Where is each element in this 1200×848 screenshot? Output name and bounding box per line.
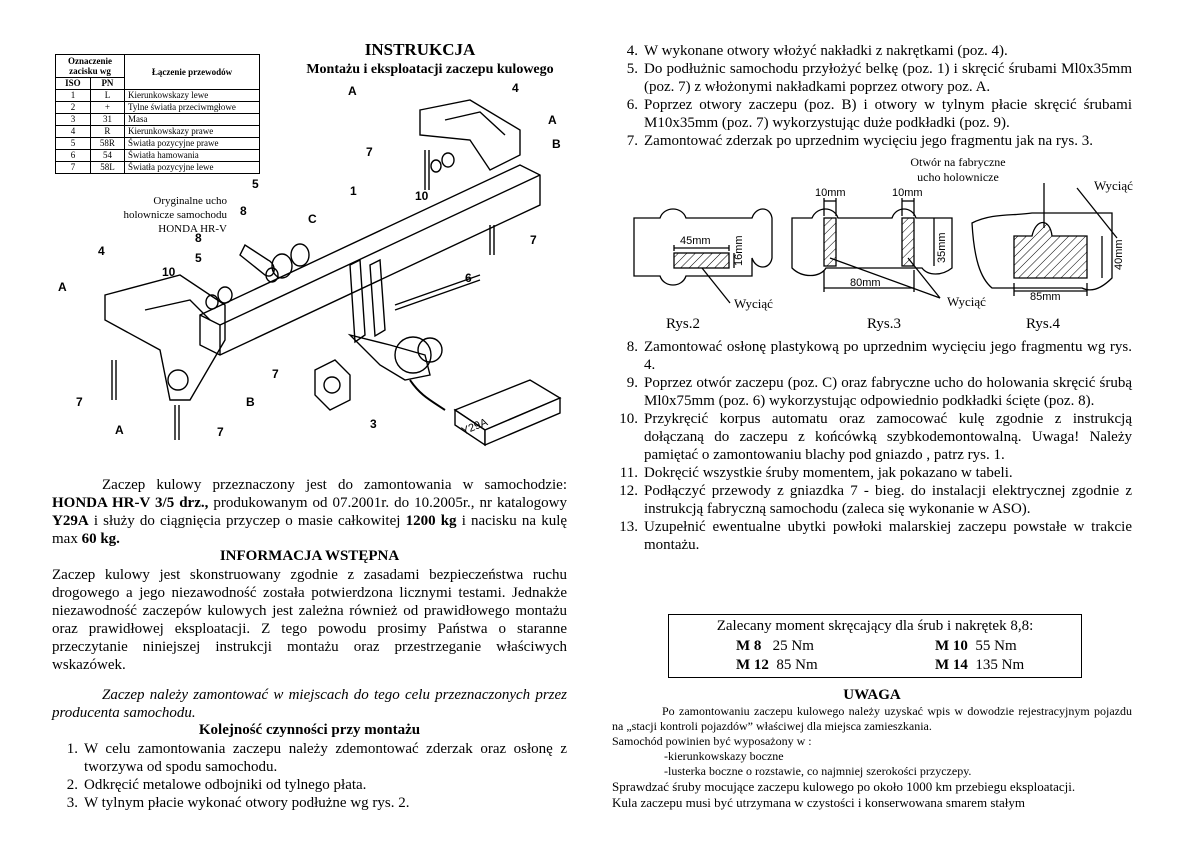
- pn-header: PN: [90, 78, 124, 90]
- warning-section: [612, 704, 1132, 811]
- callout-10-top: 10: [415, 189, 429, 203]
- step-number: 1.: [66, 741, 78, 757]
- connection-header: Łączenie przewodów: [125, 55, 260, 90]
- torque-value-2: 55 Nm: [975, 638, 1017, 654]
- step-text: Zamontować zderzak po uprzednim wycięciu jego fragmentu jak na rys. 3.: [644, 133, 1093, 149]
- tow-eye-note: Oryginalne ucho holownicze samochodu HONDA HR-V: [123, 195, 227, 235]
- callout-b-left: B: [246, 395, 255, 409]
- wiring-cell-iso: 6: [56, 150, 91, 162]
- callout-c: C: [308, 212, 317, 226]
- wiring-cell-iso: 2: [56, 102, 91, 114]
- intro-load: 60 kg.: [81, 531, 120, 547]
- step-item: [612, 96, 1132, 132]
- warning-p2: Samochód powinien być wyposażony w :: [612, 734, 812, 748]
- torque-size-2: M 10: [935, 638, 968, 654]
- rys3-label: Rys.3: [867, 316, 901, 332]
- warning-header: UWAGA: [843, 687, 901, 703]
- callout-7-top: 7: [366, 145, 373, 159]
- rys3-dim-height: 35mm: [936, 232, 948, 263]
- step-number: 10.: [619, 411, 638, 427]
- rys3-dim-a: 10mm: [815, 187, 846, 199]
- callout-a-left: A: [58, 280, 67, 294]
- callout-5-left: 5: [252, 177, 259, 191]
- wiring-cell-iso: 7: [56, 162, 91, 174]
- callout-5-b: 5: [195, 251, 202, 265]
- torque-title: Zalecany moment skręcający dla śrub i nakrętek 8,8:: [716, 618, 1034, 634]
- step-text: Uzupełnić ewentualne ubytki powłoki malarskiej zaczepu powstałe w trakcie montażu.: [644, 519, 1132, 553]
- rys3-dim-width: 80mm: [850, 277, 881, 289]
- rys2-label: Rys.2: [666, 316, 700, 332]
- callout-10-left: 10: [162, 265, 176, 279]
- intro-model: HONDA HR-V 3/5 drz.,: [52, 495, 209, 511]
- callout-a-bottom: A: [115, 423, 124, 437]
- step-text: Poprzez otwór zaczepu (poz. C) oraz fabryczne ucho do holowania skręcić śrubą Ml0x75mm (poz. 6) wykorzystując odpowiednio podkładki ścięte (poz. 8).: [644, 375, 1132, 409]
- step-item: [612, 518, 1132, 554]
- rys3-dim-b: 10mm: [892, 187, 923, 199]
- step-text: Do podłużnic samochodu przyłożyć belkę (poz. 1) i skręcić śrubami Ml0x35mm (poz. 7) z włożonymi nakładkami poprzez otwory poz. A.: [644, 61, 1132, 95]
- step-item: [612, 132, 1132, 150]
- step-number: 6.: [626, 97, 638, 113]
- rys2-dim-height: 16mm: [733, 235, 745, 266]
- step-item: [612, 410, 1132, 464]
- wiring-cell-pn: 31: [90, 114, 124, 126]
- torque-table: [668, 614, 1082, 678]
- intro-text-c: i służy do ciągnięcia przyczep o masie całkowitej: [93, 513, 401, 529]
- wiring-cell-iso: 5: [56, 138, 91, 150]
- steps-header: Kolejność czynności przy montażu: [198, 722, 421, 738]
- step-item: [612, 338, 1132, 374]
- warning-p3: -kierunkowskazy boczne: [664, 749, 784, 763]
- step-item: [612, 42, 1132, 60]
- box-label: Y29A: [459, 416, 490, 438]
- warning-p6: Kula zaczepu musi być utrzymana w czystości i konserwowana smarem stałym: [612, 795, 1025, 810]
- wiring-cell-desc: Światła pozycyjne prawe: [125, 138, 260, 150]
- step-item: [612, 374, 1132, 410]
- steps-list-right-b: [612, 338, 1132, 554]
- step-item: [52, 776, 567, 794]
- info-text: Zaczep kulowy jest skonstruowany zgodnie z zasadami bezpieczeństwa ruchu drogowego a jego niezawodność została potwierdzona licznymi testami. Jednakże niezawodność zaczepów kulowych jest zależna również od prawidłowego montażu oraz prawidłowej eksploatacji. Z tego powodu prosimy Państwa o staranne przeczytanie niniejszej instrukcji montażu oraz przestrzeganie właściwych wskazówek.: [52, 567, 567, 673]
- rys2-dim-width: 45mm: [680, 235, 711, 247]
- step-number: 4.: [626, 43, 638, 59]
- wiring-cell-iso: 4: [56, 126, 91, 138]
- callout-a-right: A: [548, 113, 557, 127]
- mounting-note: Zaczep należy zamontować w miejscach do tego celu przeznaczonych przez producenta samochodu.: [52, 687, 567, 721]
- step-text: W celu zamontowania zaczepu należy zdemontować zderzak oraz osłonę z tworzywa od spodu samochodu.: [84, 741, 567, 775]
- intro-catalog: Y29A: [52, 513, 89, 529]
- callout-8: 8: [240, 204, 247, 218]
- rys4-note: Otwór na fabryczne ucho holownicze: [910, 155, 1006, 184]
- callout-b-right: B: [552, 137, 561, 151]
- callout-7-right: 7: [530, 233, 537, 247]
- wiring-cell-pn: +: [90, 102, 124, 114]
- info-header: INFORMACJA WSTĘPNA: [219, 548, 400, 564]
- callout-a-top: A: [348, 84, 357, 98]
- intro-paragraph: [52, 476, 567, 548]
- rys4-label: Rys.4: [1026, 316, 1060, 332]
- step-text: W tylnym płacie wykonać otwory podłużne wg rys. 2.: [84, 795, 410, 811]
- intro-mass: 1200 kg: [405, 513, 457, 529]
- rys2-cut-label: Wyciąć: [734, 296, 773, 311]
- warning-p1: Po zamontowaniu zaczepu kulowego należy uzyskać wpis w dowodzie rejestracyjnym pojazdu na „stacji kontroli pojazdów” właściwej dla miejsca zamieszkania.: [612, 704, 1132, 733]
- wiring-cell-pn: 54: [90, 150, 124, 162]
- torque-value-4: 135 Nm: [975, 657, 1025, 673]
- intro-text-b: produkowanym od 07.2001r. do 10.2005r., nr katalogowy: [213, 495, 568, 511]
- step-number: 11.: [619, 465, 638, 481]
- steps-list-left: [52, 740, 567, 812]
- intro-text-d: i nacisku na kulę max: [52, 513, 568, 547]
- steps-list-right-a: [612, 42, 1132, 150]
- step-text: Odkręcić metalowe odbojniki od tylnego płata.: [84, 777, 367, 793]
- wiring-cell-iso: 1: [56, 90, 91, 102]
- step-item: [612, 60, 1132, 96]
- wiring-cell-desc: Tylne światła przeciwmgłowe: [125, 102, 260, 114]
- step-text: Podłączyć przewody z gniazdka 7 - bieg. do instalacji elektrycznej zgodnie z instrukcją fabryczną samochodu (zaleca się wykonanie w ASO).: [644, 483, 1132, 517]
- document-subtitle: Montażu i eksploatacji zaczepu kulowego: [306, 62, 554, 77]
- wiring-cell-desc: Masa: [125, 114, 260, 126]
- step-text: Przykręcić korpus automatu oraz zamocować kulę zgodnie z instrukcją dołączaną do zaczepu z końcówką szybkodemontowalną. Uwaga! Należy pamiętać o zamontowaniu blachy pod gniazdo , patrz rys. 1.: [644, 411, 1132, 463]
- step-number: 8.: [626, 339, 638, 355]
- step-number: 3.: [66, 795, 78, 811]
- step-item: [612, 482, 1132, 518]
- document-title: INSTRUKCJA: [364, 40, 476, 59]
- warning-p5: Sprawdzać śruby mocujące zaczepu kulowego po około 1000 km przebiegu eksploatacji.: [612, 779, 1076, 794]
- wiring-cell-pn: 58L: [90, 162, 124, 174]
- intro-text-a: Zaczep kulowy przeznaczony jest do zamontowania w samochodzie:: [102, 477, 567, 493]
- rys4-dim-height: 40mm: [1113, 239, 1125, 270]
- iso-header: ISO: [56, 78, 91, 90]
- step-number: 9.: [626, 375, 638, 391]
- step-text: Zamontować osłonę plastykową po uprzednim wycięciu jego fragmentu wg rys. 4.: [644, 339, 1132, 373]
- step-number: 13.: [619, 519, 638, 535]
- step-text: Poprzez otwory zaczepu (poz. B) i otwory w tylnym płacie skręcić śrubami M10x35mm (poz. 7) wykorzystując duże podkładki (poz. 9).: [644, 97, 1132, 131]
- step-text: W wykonane otwory włożyć nakładki z nakrętkami (poz. 4).: [644, 43, 1008, 59]
- wiring-cell-desc: Światła pozycyjne lewe: [125, 162, 260, 174]
- step-text: Dokręcić wszystkie śruby momentem, jak pokazano w tabeli.: [644, 465, 1013, 481]
- step-number: 2.: [66, 777, 78, 793]
- rys4-cut-label: Wyciąć: [1094, 178, 1133, 193]
- wiring-cell-desc: Światła hamowania: [125, 150, 260, 162]
- callout-4-top: 4: [512, 81, 519, 95]
- rys4-dim-width: 85mm: [1030, 291, 1061, 303]
- cutout-figures: [612, 158, 1152, 338]
- callout-7-mid: 7: [272, 367, 279, 381]
- step-number: 7.: [626, 133, 638, 149]
- torque-size-1: M 8: [736, 638, 762, 654]
- callout-7-left: 7: [76, 395, 83, 409]
- callout-7-bottom: 7: [217, 425, 224, 439]
- callout-3: 3: [370, 417, 377, 431]
- step-item: [52, 740, 567, 776]
- callout-4-left: 4: [98, 244, 105, 258]
- wiring-cell-desc: Kierunkowskazy lewe: [125, 90, 260, 102]
- step-number: 12.: [619, 483, 638, 499]
- step-item: [612, 464, 1132, 482]
- wiring-cell-pn: L: [90, 90, 124, 102]
- callout-6: 6: [465, 271, 472, 285]
- wiring-cell-iso: 3: [56, 114, 91, 126]
- torque-size-3: M 12: [736, 657, 769, 673]
- torque-value-1: 25 Nm: [772, 638, 814, 654]
- step-number: 5.: [626, 61, 638, 77]
- warning-p4: -lusterka boczne o rozstawie, co najmniej szerokości przyczepy.: [664, 764, 972, 778]
- callout-1: 1: [350, 184, 357, 198]
- callout-8-b: 8: [195, 231, 202, 245]
- wiring-cell-pn: R: [90, 126, 124, 138]
- torque-size-4: M 14: [935, 657, 968, 673]
- assembly-drawing: [50, 80, 590, 450]
- step-item: [52, 794, 567, 812]
- torque-value-3: 85 Nm: [776, 657, 818, 673]
- rys3-cut-label: Wyciąć: [947, 294, 986, 309]
- wiring-cell-desc: Kierunkowskazy prawe: [125, 126, 260, 138]
- designation-header: Oznaczenie zacisku wg: [56, 55, 125, 78]
- wiring-cell-pn: 58R: [90, 138, 124, 150]
